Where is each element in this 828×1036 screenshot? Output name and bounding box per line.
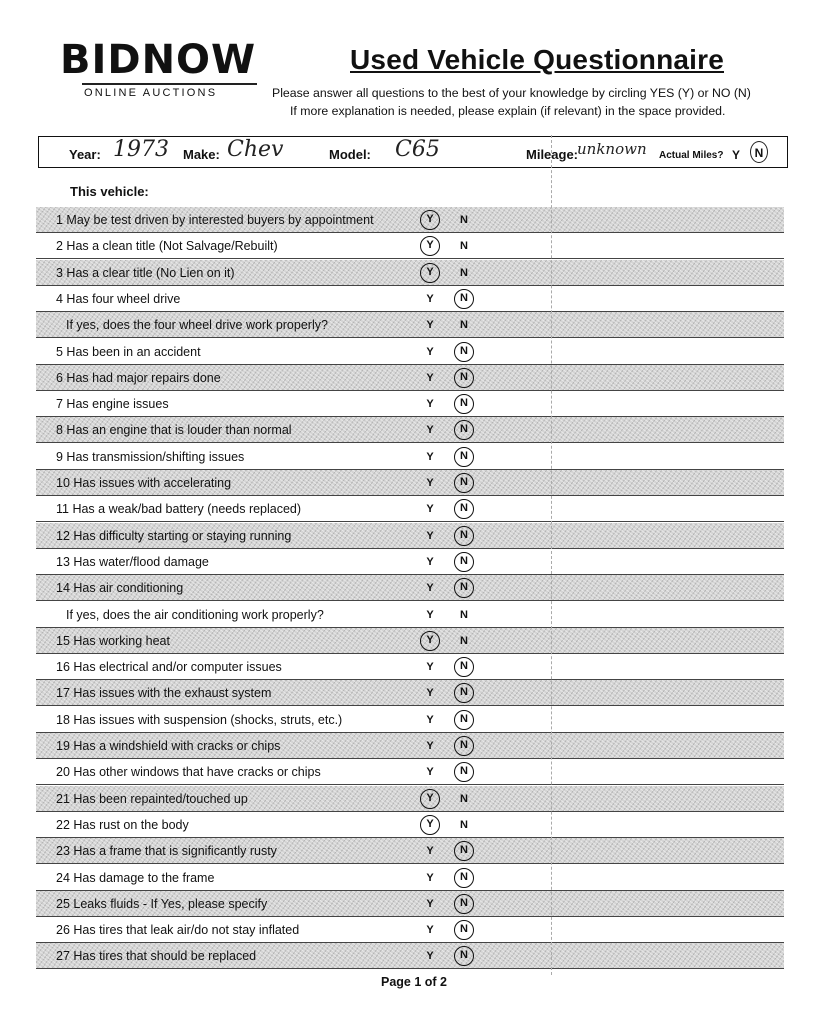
question-row — [36, 575, 784, 601]
question-row — [36, 680, 784, 706]
answer-no-circled[interactable]: N — [454, 736, 474, 756]
answer-no-circled[interactable]: N — [454, 762, 474, 782]
answer-no-circled[interactable]: N — [454, 841, 474, 861]
answer-no[interactable]: N — [460, 240, 468, 253]
question-row — [36, 233, 784, 259]
answer-yes-circled[interactable]: Y — [420, 815, 440, 835]
question-row — [36, 417, 784, 443]
answer-no-circled[interactable]: N — [454, 920, 474, 940]
answer-yes[interactable]: Y — [426, 450, 434, 463]
question-text: 25 Leaks fluids - If Yes, please specify — [56, 896, 268, 911]
answer-no-circled[interactable]: N — [454, 578, 474, 598]
question-text: 6 Has had major repairs done — [56, 370, 221, 385]
answer-yes[interactable]: Y — [426, 871, 434, 884]
question-row — [36, 207, 784, 233]
question-row — [36, 391, 784, 417]
answer-yes-circled[interactable]: Y — [420, 789, 440, 809]
section-label: This vehicle: — [70, 184, 149, 199]
question-row — [36, 759, 784, 785]
question-text: 11 Has a weak/bad battery (needs replaced) — [56, 502, 302, 517]
answer-yes[interactable]: Y — [426, 950, 434, 963]
question-text: 27 Has tires that should be replaced — [56, 949, 257, 964]
answer-yes[interactable]: Y — [426, 477, 434, 489]
answer-yes[interactable]: Y — [426, 740, 434, 752]
answer-no[interactable]: N — [460, 792, 468, 805]
question-row — [36, 838, 784, 864]
question-row — [36, 260, 784, 286]
answer-yes[interactable]: Y — [426, 529, 434, 542]
answer-yes[interactable]: Y — [426, 845, 434, 858]
explanation-column-divider — [551, 135, 553, 975]
answer-no-circled[interactable]: N — [454, 289, 474, 309]
question-text: If yes, does the four wheel drive work properly? — [66, 318, 328, 333]
question-text: 2 Has a clean title (Not Salvage/Rebuilt) — [56, 239, 278, 254]
make-label: Make: — [183, 147, 220, 162]
question-row — [36, 602, 784, 628]
question-text: 19 Has a windshield with cracks or chips — [56, 739, 281, 753]
answer-yes[interactable]: Y — [426, 292, 434, 305]
answer-no-circled[interactable]: N — [454, 868, 474, 888]
answer-yes[interactable]: Y — [426, 503, 434, 516]
answer-no-circled[interactable]: N — [454, 394, 474, 414]
actual-miles-yes[interactable]: Y — [732, 148, 741, 162]
answer-yes[interactable]: Y — [426, 924, 434, 937]
answer-no[interactable]: N — [460, 818, 468, 831]
question-row — [36, 707, 784, 733]
answer-yes[interactable]: Y — [426, 661, 434, 674]
answer-yes[interactable]: Y — [426, 398, 434, 411]
answer-no-circled[interactable]: N — [454, 657, 474, 677]
logo-rule — [82, 83, 257, 85]
question-row — [36, 865, 784, 891]
question-row — [36, 891, 784, 917]
question-text: 9 Has transmission/shifting issues — [56, 449, 245, 464]
answer-no-circled[interactable]: N — [454, 946, 474, 966]
question-row — [36, 444, 784, 470]
answer-yes-circled[interactable]: Y — [420, 263, 440, 283]
answer-no-circled[interactable]: N — [454, 473, 474, 493]
question-text: 24 Has damage to the frame — [56, 870, 215, 885]
question-text: 7 Has engine issues — [56, 397, 169, 412]
answer-no[interactable]: N — [460, 266, 468, 279]
answer-no-circled[interactable]: N — [454, 683, 474, 703]
question-row — [36, 470, 784, 496]
question-text: 13 Has water/flood damage — [56, 554, 209, 569]
answer-yes[interactable]: Y — [426, 319, 434, 332]
actual-miles-no-circled[interactable]: N — [750, 141, 768, 163]
question-row — [36, 917, 784, 943]
question-text: 22 Has rust on the body — [56, 817, 189, 832]
make-field[interactable]: Chev — [227, 137, 284, 162]
answer-no-circled[interactable]: N — [454, 710, 474, 730]
question-text: 16 Has electrical and/or computer issues — [56, 660, 282, 675]
question-row — [36, 943, 784, 969]
answer-no-circled[interactable]: N — [454, 894, 474, 914]
question-text: If yes, does the air conditioning work properly? — [66, 607, 324, 622]
answer-yes[interactable]: Y — [426, 608, 434, 621]
vehicle-info-box — [38, 136, 788, 168]
question-row — [36, 549, 784, 575]
question-row — [36, 628, 784, 654]
question-text: 20 Has other windows that have cracks or chips — [56, 765, 321, 780]
mileage-label: Mileage: — [526, 147, 579, 162]
question-row — [36, 812, 784, 838]
answer-yes-circled[interactable]: Y — [420, 631, 440, 651]
answer-yes[interactable]: Y — [426, 582, 434, 595]
answer-no-circled[interactable]: N — [454, 342, 474, 362]
year-field[interactable]: 1973 — [113, 137, 169, 162]
question-row — [36, 286, 784, 312]
question-text: 10 Has issues with accelerating — [56, 476, 232, 490]
question-row — [36, 733, 784, 759]
question-text: 5 Has been in an accident — [56, 344, 201, 359]
page-number: Page 1 of 2 — [381, 975, 447, 989]
answer-no-circled[interactable]: N — [454, 552, 474, 572]
mileage-field[interactable]: unknown — [577, 140, 647, 158]
answer-no[interactable]: N — [460, 319, 468, 332]
instruction-line-2: If more explanation is needed, please explain (if relevant) in the space provided. — [290, 104, 726, 118]
answer-yes[interactable]: Y — [426, 713, 434, 726]
answer-no-circled[interactable]: N — [454, 526, 474, 546]
question-text: 18 Has issues with suspension (shocks, struts, etc.) — [56, 712, 343, 727]
question-text: 8 Has an engine that is louder than normal — [56, 423, 292, 438]
answer-yes[interactable]: Y — [426, 766, 434, 779]
question-text: 14 Has air conditioning — [56, 581, 184, 596]
answer-no-circled[interactable]: N — [454, 420, 474, 440]
question-row — [36, 365, 784, 391]
answer-no[interactable]: N — [460, 634, 468, 647]
logo-wordmark: BIDNOW — [60, 37, 257, 83]
question-row — [36, 339, 784, 365]
bidnow-logo — [60, 37, 260, 99]
actual-miles-label: Actual Miles? — [659, 150, 724, 161]
answer-yes-circled[interactable]: Y — [420, 236, 440, 256]
answer-yes[interactable]: Y — [426, 687, 434, 700]
question-text: 4 Has four wheel drive — [56, 291, 181, 306]
instruction-line-1: Please answer all questions to the best of your knowledge by circling YES (Y) or NO (N) — [272, 86, 751, 100]
answer-yes[interactable]: Y — [426, 345, 434, 358]
question-text: 15 Has working heat — [56, 633, 170, 648]
question-text: 3 Has a clear title (No Lien on it) — [56, 265, 235, 280]
question-row — [36, 312, 784, 338]
answer-yes[interactable]: Y — [426, 555, 434, 568]
answer-no-circled[interactable]: N — [454, 447, 474, 467]
question-row — [36, 496, 784, 522]
question-row — [36, 523, 784, 549]
answer-yes[interactable]: Y — [426, 371, 434, 384]
question-text: 17 Has issues with the exhaust system — [56, 686, 272, 701]
model-field[interactable]: C65 — [395, 137, 440, 162]
year-label: Year: — [69, 147, 101, 162]
logo-subtitle: ONLINE AUCTIONS — [84, 87, 218, 99]
answer-yes[interactable]: Y — [426, 424, 434, 437]
answer-no[interactable]: N — [460, 608, 468, 621]
question-row — [36, 786, 784, 812]
question-text: 12 Has difficulty starting or staying running — [56, 528, 292, 543]
question-text: 26 Has tires that leak air/do not stay inflated — [56, 923, 300, 938]
model-label: Model: — [329, 147, 371, 162]
question-row — [36, 654, 784, 680]
answer-no-circled[interactable]: N — [454, 499, 474, 519]
answer-no[interactable]: N — [460, 214, 468, 226]
page-title: Used Vehicle Questionnaire — [350, 44, 724, 75]
question-text: 21 Has been repainted/touched up — [56, 791, 248, 806]
question-text: 1 May be test driven by interested buyers by appointment — [56, 213, 374, 227]
answer-yes-circled[interactable]: Y — [420, 210, 440, 230]
answer-no-circled[interactable]: N — [454, 368, 474, 388]
answer-yes[interactable]: Y — [426, 897, 434, 910]
question-text: 23 Has a frame that is significantly rusty — [56, 844, 277, 859]
